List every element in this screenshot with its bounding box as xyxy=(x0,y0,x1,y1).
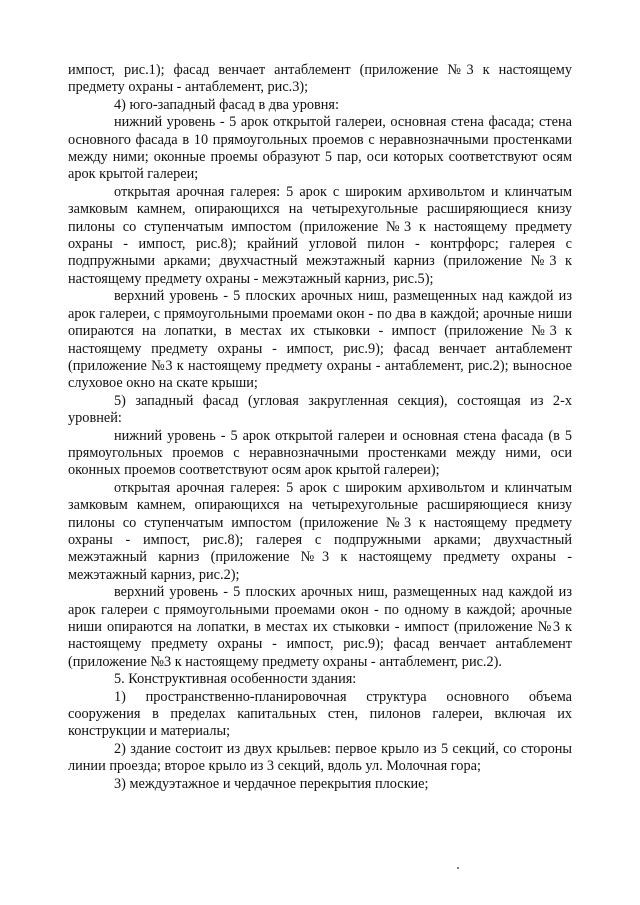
paragraph-west-upper-level: верхний уровень - 5 плоских арочных ниш, размещенных над каждой из арок галереи с прямоугольными проемами окон - по одному в каждой; арочные ниши опираются на лопатки, в местах их стыковки - импост (приложение №3 к настоящему предмету охраны - импост, рис.9); фасад венчает антаблемент (приложение №3 к настоящему предмету охраны - антаблемент, рис.2). xyxy=(68,584,572,670)
paragraph-southwest-facade-heading: 4) юго-западный фасад в два уровня: xyxy=(114,96,339,113)
paragraph-continuation: импост, рис.1); фасад венчает антаблемент (приложение №3 к настоящему предмету охраны - антаблемент, рис.3); xyxy=(68,62,572,96)
paragraph-west-arcade: открытая арочная галерея: 5 арок с широким архивольтом и клинчатым замковым камнем, опирающихся на четырехугольные расширяющиеся книзу пилоны со ступенчатым импостом (приложение №3 к настоящему предмету охраны - импост, рис.8); галерея с подпружными арками; двухчастный межэтажный карниз (приложение №3 к настоящему предмету охраны - межэтажный карниз, рис.2); xyxy=(68,479,572,583)
paragraph-west-facade-heading: 5) западный фасад (угловая закругленная секция), состоящая из 2-х уровней: xyxy=(68,392,572,427)
paragraph-structure-item-1: 1) пространственно-планировочная структура основного объема сооружения в пределах капитальных стен, пилонов галереи, включая их конструкции и материалы; xyxy=(68,688,572,740)
paragraph-structure-item-2: 2) здание состоит из двух крыльев: первое крыло из 5 секций, со стороны линии проезда; второе крыло из 3 секций, вдоль ул. Молочная гора; xyxy=(68,740,572,775)
paragraph-southwest-lower-level: нижний уровень - 5 арок открытой галереи, основная стена фасада; стена основного фасада в 10 прямоугольных проемов с неравнозначными простенками между ними; оконные проемы образуют 5 пар, оси которых соответствуют осям арок крытой галереи; xyxy=(68,114,572,183)
paragraph-west-lower-level: нижний уровень - 5 арок открытой галереи и основная стена фасада (в 5 прямоугольных проемов с неравнозначными простенками между ними, оси оконных проемов соответствуют осям арок крытой галереи); xyxy=(68,427,572,479)
paragraph-southwest-arcade: открытая арочная галерея: 5 арок с широким архивольтом и клинчатым замковым камнем, опирающихся на четырехугольные расширяющиеся книзу пилоны со ступенчатым импостом (приложение №3 к настоящему предмету охраны - импост, рис.8); крайний угловой пилон - контрфорс; галерея с подпружными арками; двухчастный межэтажный карниз (приложение №3 к настоящему предмету охраны - межэтажный карниз, рис.5); xyxy=(68,183,572,287)
paragraph-structure-item-3: 3) междуэтажное и чердачное перекрытия плоские; xyxy=(114,775,429,792)
section-heading-structural-features: 5. Конструктивная особенности здания: xyxy=(114,671,357,688)
document-page xyxy=(68,62,572,793)
paragraph-southwest-upper-level: верхний уровень - 5 плоских арочных ниш, размещенных над каждой из арок галереи, с прямоугольными проемами окон - по два в каждой; арочные ниши опираются на лопатки, в местах их стыковки - импост (приложение №3 к настоящему предмету охраны - импост, рис.9); фасад венчает антаблемент (приложение №3 к настоящему предмету охраны - антаблемент, рис.2); выносное слуховое окно на скате крыши; xyxy=(68,288,572,392)
scan-dot xyxy=(457,867,459,869)
